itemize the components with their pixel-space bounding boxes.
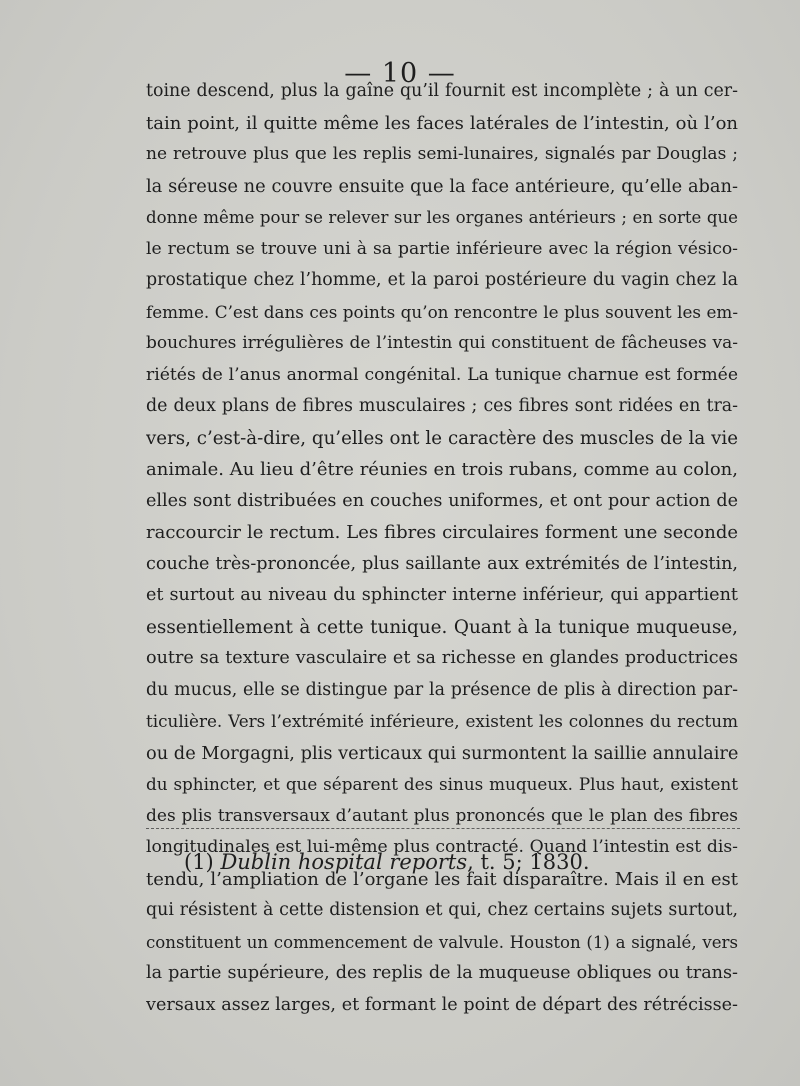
text-line: du mucus, elle se distingue par la présence de plis à direction par-: [146, 679, 738, 700]
text-line: de deux plans de fibres musculaires ; ces fibres sont ridées en tra-: [146, 396, 738, 416]
text-line: tain point, il quitte même les faces latérales de l’intestin, où l’on: [146, 112, 738, 134]
text-line: raccourcir le rectum. Les fibres circulaires forment une seconde: [146, 522, 738, 543]
body-text: [146, 76, 738, 1021]
text-line: prostatique chez l’homme, et la paroi postérieure du vagin chez la: [146, 270, 738, 290]
text-line: toine descend, plus la gaîne qu’il fournit est incomplète ; à un cer-: [146, 81, 738, 101]
text-line: longitudinales est lui-même plus contracté. Quand l’intestin est dis-: [146, 837, 738, 857]
text-line: ne retrouve plus que les replis semi-lunaires, signalés par Douglas ;: [146, 144, 738, 164]
text-line: et surtout au niveau du sphincter interne inférieur, qui appartient: [146, 585, 738, 605]
text-line: constituent un commencement de valvule. Houston (1) a signalé, vers: [146, 932, 738, 952]
text-line: ou de Morgagni, plis verticaux qui surmontent la saillie annulaire: [146, 742, 738, 764]
text-line: la partie supérieure, des replis de la muqueuse obliques ou trans-: [146, 963, 738, 983]
footnote-divider: [146, 828, 740, 829]
text-line: essentiellement à cette tunique. Quant à la tunique muqueuse,: [146, 616, 738, 638]
text-line: riétés de l’anus anormal congénital. La tunique charnue est formée: [146, 364, 738, 385]
text-line: tendu, l’ampliation de l’organe les fait disparaître. Mais il en est: [146, 868, 738, 890]
text-line: elles sont distribuées en couches uniformes, et ont pour action de: [146, 490, 738, 511]
text-line: outre sa texture vasculaire et sa richesse en glandes productrices: [146, 648, 738, 668]
footnote-source: Dublin hospital reports: [220, 850, 468, 874]
text-line: femme. C’est dans ces points qu’on rencontre le plus souvent les em-: [146, 301, 738, 322]
footnote: [184, 850, 590, 874]
footnote-details: , t. 5; 1830.: [467, 850, 590, 874]
text-line: couche très-prononcée, plus saillante aux extrémités de l’intestin,: [146, 553, 738, 574]
text-line: ticulière. Vers l’extrémité inférieure, existent les colonnes du rectum: [146, 711, 738, 731]
text-line: donne même pour se relever sur les organes antérieurs ; en sorte que: [146, 208, 738, 227]
text-line: le rectum se trouve uni à sa partie inférieure avec la région vésico-: [146, 238, 738, 259]
text-line: qui résistent à cette distension et qui, chez certains sujets surtout,: [146, 900, 738, 920]
text-line: animale. Au lieu d’être réunies en trois rubans, comme au colon,: [146, 459, 738, 480]
text-line: vers, c’est-à-dire, qu’elles ont le caractère des muscles de la vie: [146, 427, 738, 449]
text-line: des plis transversaux d’autant plus prononcés que le plan des fibres: [146, 805, 738, 826]
text-line: la séreuse ne couvre ensuite que la face antérieure, qu’elle aban-: [146, 175, 738, 197]
text-line: bouchures irrégulières de l’intestin qui constituent de fâcheuses va-: [146, 333, 738, 353]
page-number: — 10 —: [344, 58, 456, 89]
text-line: versaux assez larges, et formant le point de départ des rétrécisse-: [146, 994, 738, 1015]
text-line: du sphincter, et que séparent des sinus muqueux. Plus haut, existent: [146, 774, 738, 794]
footnote-marker: (1): [184, 850, 214, 874]
